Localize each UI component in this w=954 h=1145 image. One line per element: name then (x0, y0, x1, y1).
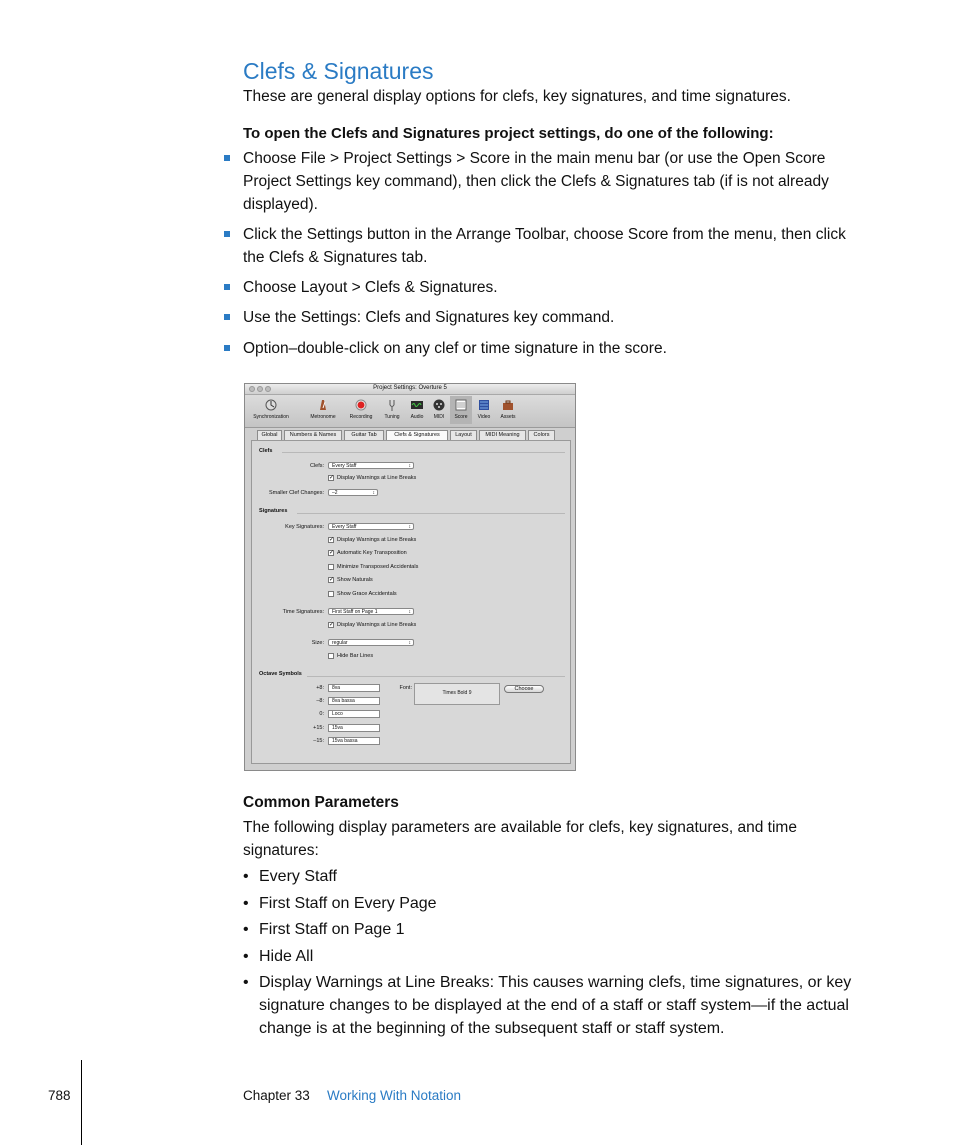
popup-arrow-icon: ↕ (408, 524, 411, 530)
list-item: • First Staff on Every Page (243, 892, 868, 915)
toolbar-recording[interactable]: Recording (343, 399, 379, 420)
metronome-icon (317, 399, 329, 411)
toolbar-assets[interactable]: Assets (496, 399, 520, 420)
key-signatures-popup[interactable]: Every Staff ↕ (328, 523, 414, 530)
chapter-label: Chapter 33 (243, 1088, 310, 1103)
octave-label: +8: (316, 685, 324, 691)
popup-arrow-icon: ↕ (408, 609, 411, 615)
octave-field[interactable]: 8va (328, 684, 380, 692)
time-signatures-label: Time Signatures: (282, 609, 324, 615)
project-settings-window (244, 383, 576, 771)
toolbar-score[interactable]: Score (450, 396, 472, 424)
time-signatures-popup[interactable]: First Staff on Page 1 ↕ (328, 608, 414, 615)
octave-label: +15: (313, 725, 324, 731)
popup-arrow-icon: ↕ (408, 463, 411, 469)
clefs-warnings-label: Display Warnings at Line Breaks (337, 475, 417, 481)
minimize-accidentals-label: Minimize Transposed Accidentals (337, 564, 419, 570)
window-title: Project Settings: Overture 5 (373, 385, 447, 391)
list-item: • Every Staff (243, 865, 868, 888)
toolbar-synchronization[interactable]: Synchronization (251, 399, 291, 420)
time-warnings-label: Display Warnings at Line Breaks (337, 622, 417, 628)
synchronization-icon (265, 399, 277, 411)
choose-font-button[interactable]: Choose (504, 685, 544, 693)
octave-field[interactable]: Loco (328, 710, 380, 718)
settings-panel (251, 440, 571, 764)
page-number: 788 (48, 1088, 71, 1103)
tab-midi-meaning[interactable]: MIDI Meaning (479, 430, 526, 441)
signatures-section-title: Signatures (259, 508, 288, 514)
bullet-dot-icon: • (243, 974, 249, 991)
bullet-square-icon (224, 284, 230, 290)
key-warnings-checkbox[interactable]: ✓ (329, 537, 335, 543)
tab-colors[interactable]: Colors (528, 430, 555, 441)
tab-global[interactable]: Global (257, 430, 282, 441)
toolbar-metronome[interactable]: Metronome (303, 399, 343, 420)
show-grace-checkbox[interactable] (328, 591, 334, 597)
bullet-dot-icon: • (243, 921, 249, 938)
toolbar-tuning[interactable]: Tuning (379, 399, 405, 420)
octave-label: –8: (316, 698, 324, 704)
toolbar-audio[interactable]: Audio (406, 399, 428, 420)
intro-paragraph: These are general display options for clefs, key signatures, and time signatures. (243, 88, 791, 105)
hide-bar-lines-label: Hide Bar Lines (337, 653, 374, 659)
chapter-title-link[interactable]: Working With Notation (327, 1088, 462, 1103)
list-item: • Hide All (243, 945, 868, 968)
font-display: Times Bold 9 (414, 683, 500, 705)
bullet-item: Use the Settings: Clefs and Signatures key command. (224, 306, 864, 329)
toolbar-video[interactable]: Video (473, 399, 495, 420)
octave-label: –15: (313, 738, 324, 744)
show-grace-label: Show Grace Accidentals (337, 591, 397, 597)
task-heading: To open the Clefs and Signatures project settings, do one of the following: (243, 125, 774, 142)
auto-transposition-checkbox[interactable]: ✓ (329, 550, 335, 556)
footer-divider (81, 1060, 82, 1145)
smaller-clef-popup[interactable]: –2 ↕ (328, 489, 378, 496)
bullet-dot-icon: • (243, 948, 249, 965)
octave-field[interactable]: 15va (328, 724, 380, 732)
auto-transposition-label: Automatic Key Transposition (337, 550, 407, 556)
hide-bar-lines-checkbox[interactable] (328, 653, 334, 659)
clefs-popup[interactable]: Every Staff ↕ (328, 462, 414, 469)
size-popup[interactable]: regular ↕ (328, 639, 414, 646)
divider (282, 452, 565, 453)
tuning-fork-icon (386, 399, 398, 411)
font-label: Font: (399, 685, 412, 691)
video-icon (478, 399, 490, 411)
clefs-warnings-checkbox[interactable]: ✓ (329, 475, 335, 481)
minimize-accidentals-checkbox[interactable] (328, 564, 334, 570)
settings-toolbar (245, 395, 575, 428)
window-titlebar (245, 384, 575, 395)
bullet-square-icon (224, 155, 230, 161)
key-warnings-label: Display Warnings at Line Breaks (337, 537, 417, 543)
octave-field[interactable]: 15va bassa (328, 737, 380, 745)
octave-label: 0: (319, 711, 324, 717)
key-signatures-label: Key Signatures: (285, 524, 324, 530)
tab-clefs-signatures[interactable]: Clefs & Signatures (386, 430, 448, 441)
divider (307, 676, 565, 677)
smaller-clef-label: Smaller Clef Changes: (268, 490, 324, 496)
show-naturals-label: Show Naturals (337, 577, 373, 583)
bullet-item: Choose Layout > Clefs & Signatures. (224, 276, 864, 299)
bullet-item: Choose File > Project Settings > Score in the main menu bar (or use the Open Score Project Settings key command), then click the Clefs & Signatures tab (if is not already displayed). (224, 147, 864, 216)
bullet-square-icon (224, 314, 230, 320)
score-icon (455, 399, 467, 411)
bullet-item: Option–double-click on any clef or time signature in the score. (224, 337, 864, 360)
divider (297, 513, 565, 514)
bullet-square-icon (224, 231, 230, 237)
tab-layout[interactable]: Layout (450, 430, 477, 441)
popup-arrow-icon: ↕ (372, 490, 375, 496)
midi-icon (433, 399, 445, 411)
time-warnings-checkbox[interactable]: ✓ (329, 622, 335, 628)
common-parameters-heading: Common Parameters (243, 794, 399, 811)
size-label: Size: (311, 640, 324, 646)
bullet-dot-icon: • (243, 895, 249, 912)
tab-numbers-names[interactable]: Numbers & Names (284, 430, 342, 441)
list-item: • First Staff on Page 1 (243, 918, 868, 941)
bullet-dot-icon: • (243, 868, 249, 885)
bullet-square-icon (224, 345, 230, 351)
clefs-section-title: Clefs (259, 448, 273, 454)
popup-arrow-icon: ↕ (408, 640, 411, 646)
show-naturals-checkbox[interactable]: ✓ (329, 577, 335, 583)
briefcase-icon (502, 399, 514, 411)
section-heading: Clefs & Signatures (243, 58, 434, 84)
clefs-label: Clefs: (309, 463, 324, 469)
common-parameters-intro: The following display parameters are available for clefs, key signatures, and time signatures: (243, 819, 797, 859)
audio-icon (411, 399, 423, 411)
toolbar-midi[interactable]: MIDI (429, 399, 449, 420)
record-icon (355, 399, 367, 411)
octave-field[interactable]: 8va bassa (328, 697, 380, 705)
bullet-item: Click the Settings button in the Arrange Toolbar, choose Score from the menu, then click the Clefs & Signatures tab. (224, 223, 864, 269)
list-item: • Display Warnings at Line Breaks: This causes warning clefs, time signatures, or key signature changes to be displayed at the end of a staff or staff system—if the actual change is at the beginning of the subsequent staff or staff system. (243, 971, 868, 1040)
tab-guitar-tab[interactable]: Guitar Tab (344, 430, 384, 441)
octave-section-title: Octave Symbols (259, 671, 302, 677)
